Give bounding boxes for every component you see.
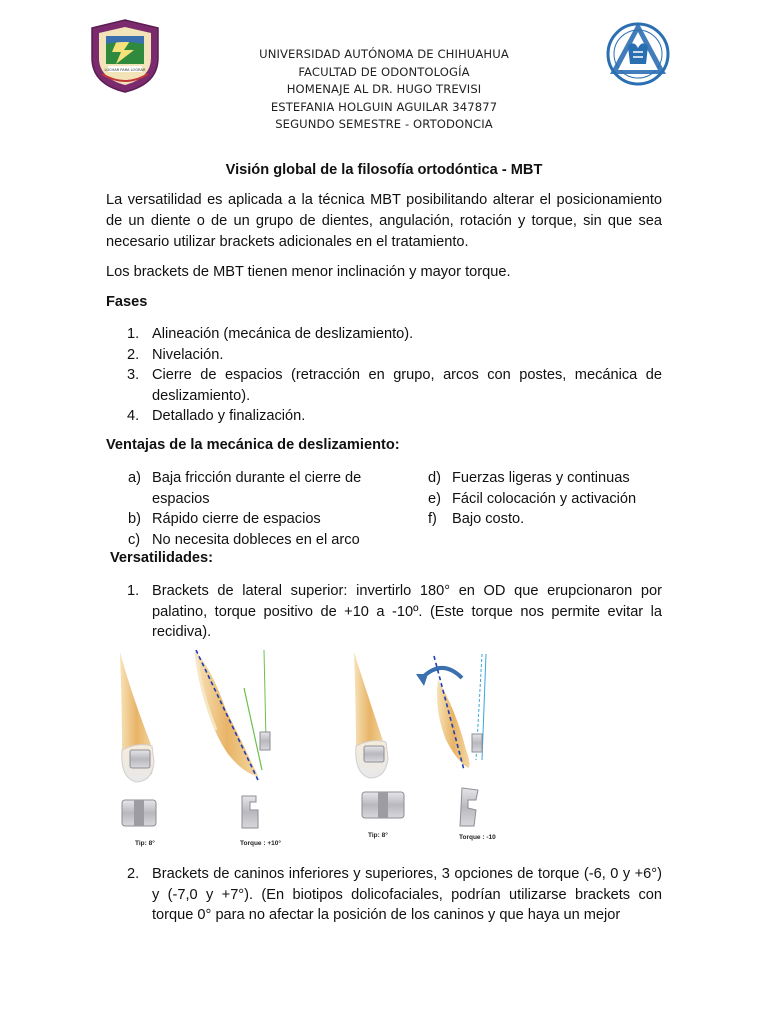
versatilidades-heading: Versatilidades: xyxy=(110,550,214,566)
item-text: Rápido cierre de espacios xyxy=(152,511,321,527)
tooth-front-view-icon xyxy=(120,652,154,782)
versatilidades-list-1 xyxy=(106,581,662,643)
item-text: No necesita dobleces en el arco xyxy=(152,531,360,548)
figure-caption: Torque : -10 xyxy=(459,834,496,841)
bracket-profile-icon xyxy=(460,788,478,826)
item-text: Brackets de lateral superior: invertirlo 180° en OD que erupcionaron por palatino, torque positivo de +10 a -10º. (Este torque nos permite evitar la recidiva). xyxy=(152,583,662,640)
fases-heading: Fases xyxy=(106,294,148,310)
versatilidades-list-2 xyxy=(106,864,662,926)
header-tribute: HOMENAJE AL DR. HUGO TREVISI xyxy=(286,82,482,97)
item-text: Detallado y finalización. xyxy=(152,408,306,424)
list-item xyxy=(106,345,662,366)
intro-paragraph: La versatilidad es aplicada a la técnica MBT posibilitando alterar el posicionamiento de un diente o de un grupo de dientes, angulación, rotación y torque, sin que sea necesario utilizar brackets adicionales en el tratamiento. xyxy=(106,192,662,250)
item-text: Fuerzas ligeras y continuas xyxy=(452,470,630,486)
item-letter: c) xyxy=(128,531,141,548)
figure-caption: Tip: 8° xyxy=(368,832,388,839)
figure-caption: Tip: 8° xyxy=(135,840,155,847)
item-number: 3. xyxy=(127,367,140,383)
list-item xyxy=(406,509,662,530)
university-shield-logo xyxy=(88,18,162,94)
list-item xyxy=(106,530,364,551)
list-item xyxy=(406,489,662,510)
tooth-front-view-icon xyxy=(354,652,388,778)
header-university: UNIVERSIDAD AUTÓNOMA DE CHIHUAHUA xyxy=(259,47,509,61)
list-item xyxy=(406,468,662,489)
item-letter: b) xyxy=(128,511,141,527)
header-course: SEGUNDO SEMESTRE - ORTODONCIA xyxy=(275,117,493,132)
item-text: Baja fricción durante el cierre de espacios xyxy=(152,470,362,507)
item-number: 2. xyxy=(127,346,140,363)
list-item xyxy=(106,365,662,406)
ventajas-right-column xyxy=(406,468,662,530)
figure-caption: Torque : +10° xyxy=(240,840,281,847)
list-item xyxy=(106,468,364,509)
document-title: Visión global de la filosofía ortodóntica - MBT xyxy=(225,162,543,178)
list-item xyxy=(106,864,662,926)
item-letter: d) xyxy=(428,470,441,486)
list-item xyxy=(106,581,662,643)
item-text: Cierre de espacios (retracción en grupo, arcos con postes, mecánica de deslizamiento). xyxy=(152,367,662,404)
list-item xyxy=(106,509,364,530)
ventajas-left-column xyxy=(106,468,364,550)
list-item xyxy=(106,324,662,345)
header-faculty: FACULTAD DE ODONTOLOGÍA xyxy=(298,64,470,79)
item-text: Alineación (mecánica de deslizamiento). xyxy=(152,326,414,342)
item-text: Nivelación. xyxy=(152,346,224,363)
item-number: 1. xyxy=(127,583,140,599)
brackets-torque-figure xyxy=(116,650,534,850)
ventajas-heading: Ventajas de la mecánica de deslizamiento: xyxy=(106,437,400,453)
item-text: Fácil colocación y activación xyxy=(452,490,637,507)
document-header xyxy=(200,46,568,134)
item-number: 2. xyxy=(127,866,140,882)
item-letter: f) xyxy=(428,511,437,527)
svg-text:LUCHAR PARA LOGRAR: LUCHAR PARA LOGRAR xyxy=(104,68,146,72)
bracket-front-icon xyxy=(122,800,156,826)
item-letter: e) xyxy=(428,490,441,507)
brackets-paragraph: Los brackets de MBT tienen menor inclinación y mayor torque. xyxy=(106,264,511,280)
item-number: 4. xyxy=(127,408,140,424)
item-number: 1. xyxy=(127,326,140,342)
bracket-profile-icon xyxy=(242,796,258,828)
fases-list xyxy=(106,324,662,427)
header-author: ESTEFANIA HOLGUIN AGUILAR 347877 xyxy=(270,99,498,114)
item-text: Bajo costo. xyxy=(452,511,525,527)
tooth-side-view-icon xyxy=(416,654,486,770)
bracket-front-icon xyxy=(362,792,404,818)
tooth-side-view-icon xyxy=(196,650,270,780)
faculty-emblem-logo xyxy=(604,16,672,88)
item-letter: a) xyxy=(128,470,141,486)
list-item xyxy=(106,406,662,427)
item-text: Brackets de caninos inferiores y superiores, 3 opciones de torque (-6, 0 y +6°) y (-7,0 y +7°). (En biotipos dolicofaciales, podrían utilizarse brackets con torque 0° para no afectar la posición de los caninos y que haya un mejor xyxy=(152,866,662,923)
